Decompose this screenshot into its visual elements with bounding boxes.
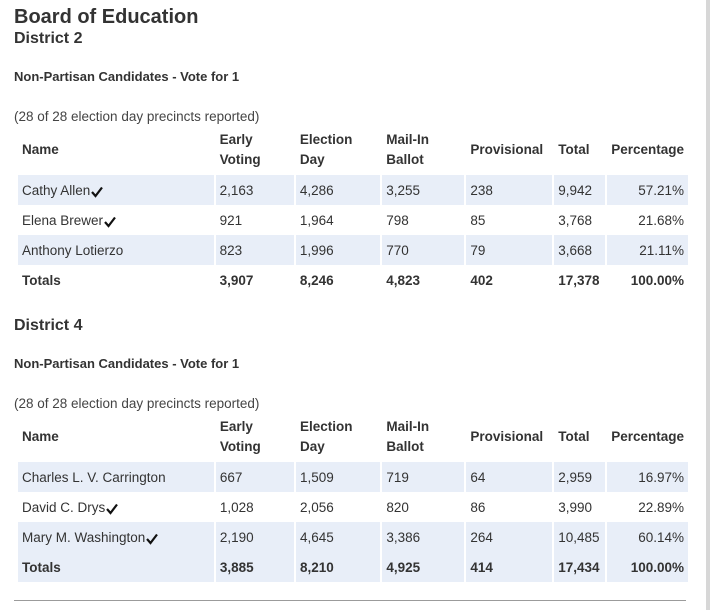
- checkmark-icon: [91, 186, 103, 198]
- checkmark-icon: [106, 503, 118, 515]
- election-day-cell: 4,286: [296, 175, 380, 205]
- total-cell: 10,485: [554, 522, 605, 552]
- col-header-early: Early Voting: [219, 132, 261, 167]
- mail-in-cell: 820: [386, 499, 409, 515]
- col-header-total: Total: [558, 142, 590, 157]
- grand-total: 17,434: [554, 552, 605, 582]
- early-voting-cell: 2,190: [216, 522, 294, 552]
- candidate-name: Anthony Lotierzo: [22, 242, 124, 258]
- provisional-total: 402: [470, 272, 493, 288]
- total-cell: 3,768: [558, 212, 592, 228]
- table-row: [18, 205, 688, 235]
- mail-in-cell: 3,386: [382, 522, 464, 552]
- mail-in-total: 4,823: [386, 272, 421, 288]
- results-content: [14, 6, 694, 582]
- election-day-cell: 2,056: [300, 499, 334, 515]
- page-title: Board of Education: [14, 6, 199, 28]
- mail-in-cell: 770: [382, 235, 464, 265]
- results-table: [16, 125, 690, 295]
- election-day-cell: 1,964: [299, 212, 334, 228]
- totals-row: [18, 265, 688, 295]
- race-header: Non-Partisan Candidates - Vote for 1: [14, 356, 240, 371]
- percentage-cell: 16.97%: [607, 462, 688, 492]
- mail-in-cell: 3,255: [382, 175, 464, 205]
- table-row: [18, 175, 688, 205]
- col-header-mail: Mail-In Ballot: [386, 132, 429, 167]
- col-header-mail: Mail-In Ballot: [386, 419, 430, 454]
- bottom-divider: [14, 600, 686, 601]
- candidate-cell: [18, 522, 214, 552]
- election-day-total: 8,246: [299, 272, 334, 288]
- mail-in-cell: 798: [386, 212, 409, 228]
- election-day-total: 8,210: [296, 552, 380, 582]
- candidate-cell: [18, 462, 214, 492]
- precincts-reported: (28 of 28 election day precincts reported): [14, 109, 260, 124]
- candidate-cell: [18, 175, 214, 205]
- col-header-provisional: Provisional: [470, 142, 544, 157]
- scrollbar-edge[interactable]: [706, 0, 710, 610]
- table-row: [18, 235, 688, 265]
- percentage-cell: 57.21%: [607, 175, 688, 205]
- early-voting-total: 3,885: [216, 552, 294, 582]
- provisional-total: 414: [466, 552, 552, 582]
- total-cell: 3,990: [558, 499, 593, 515]
- provisional-cell: 238: [466, 175, 552, 205]
- col-header-percentage: Percentage: [611, 429, 684, 444]
- candidate-name: Charles L. V. Carrington: [22, 469, 166, 485]
- precincts-reported: (28 of 28 election day precincts reported): [14, 396, 260, 411]
- early-voting-cell: 2,163: [216, 175, 294, 205]
- totals-label: Totals: [18, 552, 214, 582]
- election-day-cell: 1,509: [296, 462, 380, 492]
- checkmark-icon: [146, 533, 158, 545]
- district-section: [14, 28, 694, 295]
- percentage-cell: 22.89%: [638, 499, 684, 515]
- table-row: [18, 522, 688, 552]
- results-table: [16, 412, 690, 582]
- totals-label: Totals: [22, 272, 61, 288]
- provisional-cell: 264: [466, 522, 552, 552]
- early-voting-cell: 667: [216, 462, 294, 492]
- col-header-percentage: Percentage: [611, 142, 684, 157]
- provisional-cell: 86: [470, 499, 486, 515]
- early-voting-total: 3,907: [219, 272, 254, 288]
- candidate-cell: [18, 492, 214, 522]
- election-day-cell: 1,996: [296, 235, 380, 265]
- candidate-cell: [18, 235, 214, 265]
- percentage-cell: 21.11%: [607, 235, 688, 265]
- table-row: [18, 492, 688, 522]
- percentage-total: 100.00%: [630, 272, 684, 288]
- candidate-name: Cathy Allen: [22, 182, 91, 198]
- mail-in-cell: 719: [382, 462, 464, 492]
- provisional-cell: 64: [466, 462, 552, 492]
- col-header-eday: Election Day: [300, 419, 353, 454]
- grand-total: 17,378: [558, 272, 600, 288]
- checkmark-icon: [104, 216, 116, 228]
- percentage-cell: 21.68%: [638, 212, 684, 228]
- district-title: District 4: [14, 317, 83, 334]
- early-voting-cell: 1,028: [219, 499, 254, 515]
- col-header-total: Total: [558, 429, 590, 444]
- district-title: District 2: [14, 30, 83, 47]
- candidate-name: Elena Brewer: [22, 212, 104, 228]
- total-cell: 2,959: [554, 462, 605, 492]
- header-row: [18, 412, 688, 462]
- percentage-cell: 60.14%: [607, 522, 688, 552]
- provisional-cell: 79: [466, 235, 552, 265]
- race-header: Non-Partisan Candidates - Vote for 1: [14, 69, 240, 84]
- col-header-early: Early Voting: [219, 419, 261, 454]
- header-row: [18, 125, 688, 175]
- election-day-cell: 4,645: [296, 522, 380, 552]
- col-header-eday: Election Day: [299, 132, 353, 167]
- totals-row: [18, 552, 688, 582]
- table-row: [18, 462, 688, 492]
- early-voting-cell: 823: [216, 235, 294, 265]
- col-header-name: Name: [22, 429, 59, 444]
- provisional-cell: 85: [470, 212, 486, 228]
- mail-in-total: 4,925: [382, 552, 464, 582]
- candidate-name: David C. Drys: [22, 499, 106, 515]
- candidate-name: Mary M. Washington: [22, 529, 146, 545]
- col-header-name: Name: [22, 142, 59, 157]
- col-header-provisional: Provisional: [470, 429, 544, 444]
- percentage-total: 100.00%: [607, 552, 688, 582]
- candidate-cell: [18, 205, 214, 235]
- district-section: [14, 315, 694, 582]
- total-cell: 9,942: [554, 175, 605, 205]
- total-cell: 3,668: [554, 235, 605, 265]
- early-voting-cell: 921: [219, 212, 243, 228]
